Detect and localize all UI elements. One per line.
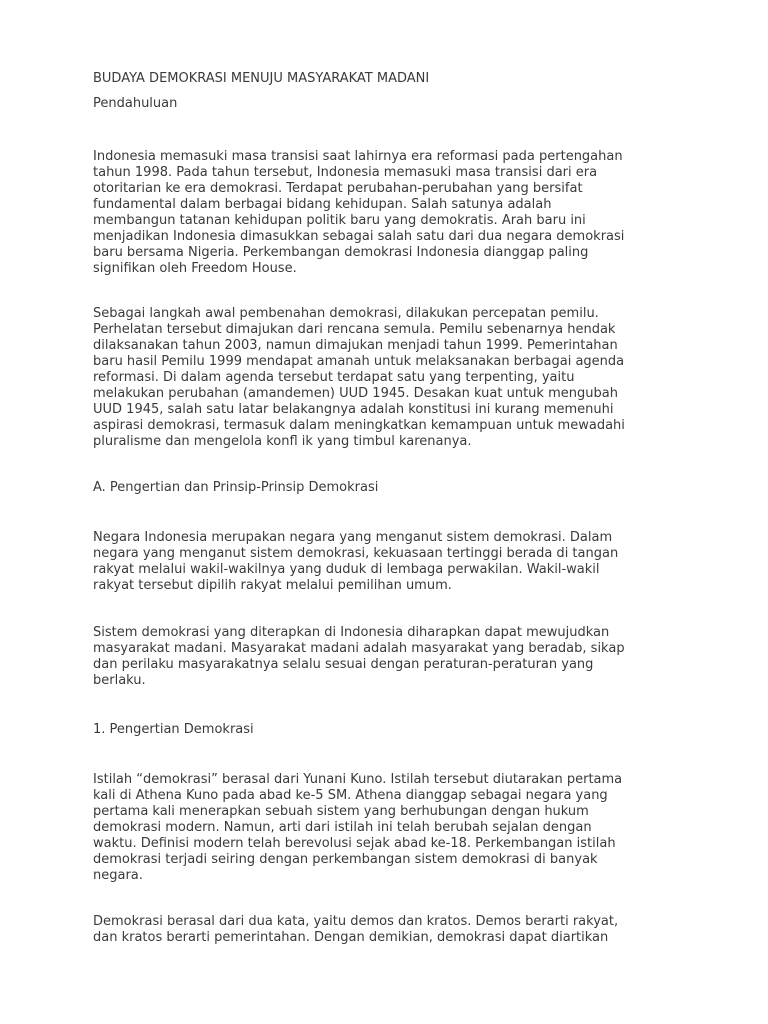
paragraph-line: UUD 1945, salah satu latar belakangnya adalah konstitusi ini kurang memenuhi xyxy=(93,402,614,417)
paragraph-line: negara yang menganut sistem demokrasi, kekuasaan tertinggi berada di tangan xyxy=(93,546,619,561)
paragraph-line: baru hasil Pemilu 1999 mendapat amanah untuk melaksanakan berbagai agenda xyxy=(93,354,625,369)
paragraph-line: berlaku. xyxy=(93,673,146,688)
paragraph-line: demokrasi modern. Namun, arti dari istilah ini telah berubah sejalan dengan xyxy=(93,820,592,835)
paragraph-line: melakukan perubahan (amandemen) UUD 1945. Desakan kuat untuk mengubah xyxy=(93,386,618,401)
paragraph-line: demokrasi terjadi seiring dengan perkembangan sistem demokrasi di banyak xyxy=(93,852,598,867)
paragraph-line: rakyat melalui wakil-wakilnya yang duduk di lembaga perwakilan. Wakil-wakil xyxy=(93,562,600,577)
paragraph-line: rakyat tersebut dipilih rakyat melalui pemilihan umum. xyxy=(93,578,452,593)
paragraph-line: dan perilaku masyarakatnya selalu sesuai dengan peraturan-peraturan yang xyxy=(93,657,594,672)
paragraph-line: tahun 1998. Pada tahun tersebut, Indonesia memasuki masa transisi dari era xyxy=(93,165,598,180)
paragraph-line: Sebagai langkah awal pembenahan demokrasi, dilakukan percepatan pemilu. xyxy=(93,306,599,321)
paragraph-line: pertama kali menerapkan sebuah sistem yang berhubungan dengan hukum xyxy=(93,804,589,819)
paragraph-line: dan kratos berarti pemerintahan. Dengan demikian, demokrasi dapat diartikan xyxy=(93,930,609,945)
paragraph-line: kali di Athena Kuno pada abad ke-5 SM. Athena dianggap sebagai negara yang xyxy=(93,788,608,803)
paragraph-line: masyarakat madani. Masyarakat madani adalah masyarakat yang beradab, sikap xyxy=(93,641,625,656)
paragraph-line: otoritarian ke era demokrasi. Terdapat perubahan-perubahan yang bersifat xyxy=(93,181,583,196)
paragraph-line: Istilah “demokrasi” berasal dari Yunani Kuno. Istilah tersebut diutarakan pertama xyxy=(93,772,623,787)
paragraph-line: baru bersama Nigeria. Perkembangan demokrasi Indonesia dianggap paling xyxy=(93,245,589,260)
paragraph-line: Perhelatan tersebut dimajukan dari rencana semula. Pemilu sebenarnya hendak xyxy=(93,322,616,337)
paragraph-line: signifikan oleh Freedom House. xyxy=(93,261,297,276)
paragraph-line: dilaksanakan tahun 2003, namun dimajukan menjadi tahun 1999. Pemerintahan xyxy=(93,338,618,353)
paragraph-line: menjadikan Indonesia dimasukkan sebagai salah satu dari dua negara demokrasi xyxy=(93,229,625,244)
paragraph-line: aspirasi demokrasi, termasuk dalam meningkatkan kemampuan untuk mewadahi xyxy=(93,418,625,433)
paragraph-line: pluralisme dan mengelola konfl ik yang timbul karenanya. xyxy=(93,434,472,449)
paragraph-line: Negara Indonesia merupakan negara yang menganut sistem demokrasi. Dalam xyxy=(93,530,613,545)
paragraph-line: Indonesia memasuki masa transisi saat lahirnya era reformasi pada pertengahan xyxy=(93,149,623,164)
paragraph-line: reformasi. Di dalam agenda tersebut terdapat satu yang terpenting, yaitu xyxy=(93,370,575,385)
section-heading-pendahuluan: Pendahuluan xyxy=(93,96,178,111)
paragraph-line: Sistem demokrasi yang diterapkan di Indonesia diharapkan dapat mewujudkan xyxy=(93,625,610,640)
paragraph-line: waktu. Definisi modern telah berevolusi sejak abad ke-18. Perkembangan istilah xyxy=(93,836,616,851)
paragraph-line: fundamental dalam berbagai bidang kehidupan. Salah satunya adalah xyxy=(93,197,552,212)
section-heading-a: A. Pengertian dan Prinsip-Prinsip Demokrasi xyxy=(93,480,379,495)
section-heading-1: 1. Pengertian Demokrasi xyxy=(93,722,254,737)
document-title: BUDAYA DEMOKRASI MENUJU MASYARAKAT MADANI xyxy=(93,71,430,86)
paragraph-line: negara. xyxy=(93,868,143,883)
paragraph-line: Demokrasi berasal dari dua kata, yaitu demos dan kratos. Demos berarti rakyat, xyxy=(93,914,619,929)
paragraph-line: membangun tatanan kehidupan politik baru yang demokratis. Arah baru ini xyxy=(93,213,586,228)
